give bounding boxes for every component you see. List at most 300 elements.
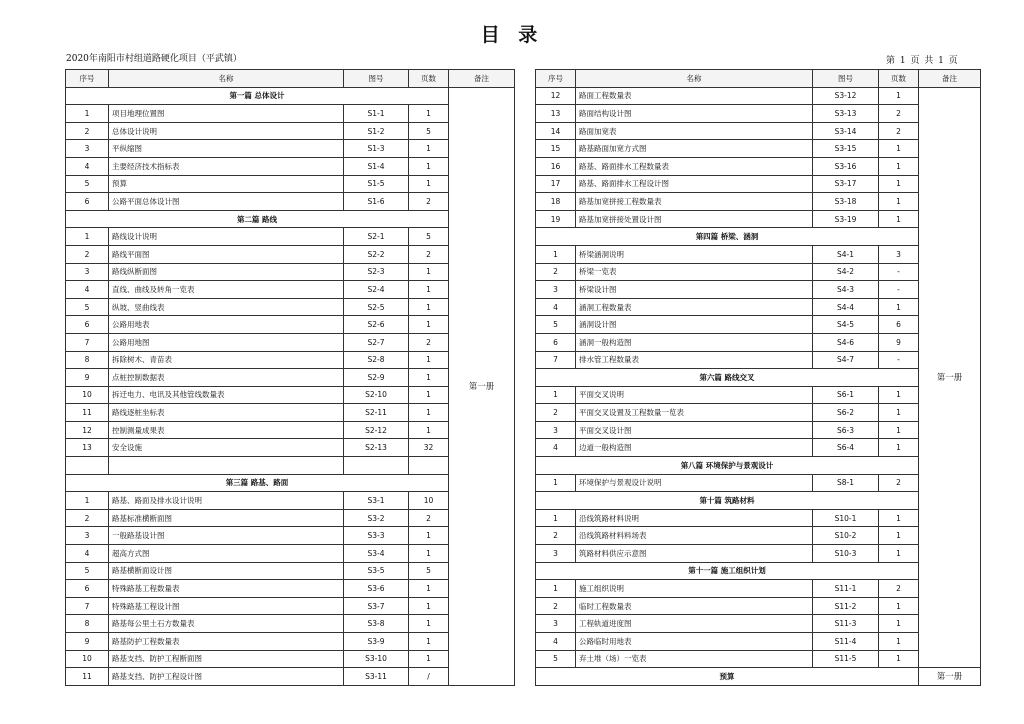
- table-row: [536, 615, 981, 633]
- code-cell: S4-6: [813, 333, 879, 351]
- name-cell: 弃土堆（场）一览表: [576, 650, 813, 668]
- table-row: [66, 509, 515, 527]
- name-cell: 平面交叉设置及工程数量一览表: [576, 404, 813, 422]
- table-row: [536, 597, 981, 615]
- seq-cell: 3: [536, 281, 576, 299]
- name-cell: 预算: [109, 175, 344, 193]
- table-row: [536, 105, 981, 123]
- header-remark: 备注: [919, 70, 981, 88]
- page-title: 目 录: [480, 24, 544, 46]
- section-row: [66, 87, 515, 105]
- name-cell: 特殊路基工程设计图: [109, 597, 344, 615]
- table-header-row: [536, 70, 981, 88]
- seq-cell: 10: [66, 386, 109, 404]
- code-cell: S3-8: [344, 615, 409, 633]
- code-cell: S6-3: [813, 421, 879, 439]
- table-row: [66, 351, 515, 369]
- seq-cell: 3: [536, 615, 576, 633]
- section-title: 第二篇 路线: [66, 210, 449, 228]
- pages-cell: 1: [409, 316, 449, 334]
- seq-cell: 3: [66, 527, 109, 545]
- section-row: [536, 492, 981, 510]
- header-seq: 序号: [66, 70, 109, 88]
- seq-cell: 3: [536, 545, 576, 563]
- code-cell: S3-2: [344, 509, 409, 527]
- seq-cell: 11: [66, 668, 109, 686]
- table-row: [66, 597, 515, 615]
- header-code: 图号: [344, 70, 409, 88]
- seq-cell: 2: [66, 509, 109, 527]
- name-cell: 路基加宽拼接工程数量表: [576, 193, 813, 211]
- table-row: [536, 122, 981, 140]
- code-cell: S3-11: [344, 668, 409, 686]
- pages-cell: 1: [879, 509, 919, 527]
- code-cell: S3-1: [344, 492, 409, 510]
- code-cell: S3-7: [344, 597, 409, 615]
- pages-cell: 1: [409, 105, 449, 123]
- seq-cell: 6: [66, 193, 109, 211]
- name-cell: 路基支挡、防护工程设计图: [109, 668, 344, 686]
- code-cell: S11-1: [813, 580, 879, 598]
- seq-cell: 14: [536, 122, 576, 140]
- code-cell: S6-4: [813, 439, 879, 457]
- name-cell: 环境保护与景观设计说明: [576, 474, 813, 492]
- name-cell: 公路用地表: [109, 316, 344, 334]
- seq-cell: 5: [66, 175, 109, 193]
- pages-cell: 1: [879, 545, 919, 563]
- table-row: [536, 580, 981, 598]
- name-cell: 涵洞设计图: [576, 316, 813, 334]
- pages-cell: 2: [879, 474, 919, 492]
- name-cell: 点桩控制数据表: [109, 369, 344, 387]
- table-row: [536, 210, 981, 228]
- seq-cell: 5: [536, 650, 576, 668]
- pages-cell: 1: [879, 439, 919, 457]
- table-row: [536, 316, 981, 334]
- name-cell: 路面结构设计图: [576, 105, 813, 123]
- pages-cell: 1: [409, 650, 449, 668]
- code-cell: S2-6: [344, 316, 409, 334]
- seq-cell: 8: [66, 351, 109, 369]
- code-cell: S3-9: [344, 633, 409, 651]
- header-name: 名称: [576, 70, 813, 88]
- name-cell: 路基横断面设计图: [109, 562, 344, 580]
- pages-cell: -: [879, 351, 919, 369]
- section-row: [536, 562, 981, 580]
- name-cell: 公路用地图: [109, 333, 344, 351]
- code-cell: S1-5: [344, 175, 409, 193]
- table-row: [536, 263, 981, 281]
- table-row: [66, 457, 515, 475]
- section-title: 预算: [536, 668, 919, 686]
- code-cell: S3-10: [344, 650, 409, 668]
- name-cell: 拆除树木、青苗表: [109, 351, 344, 369]
- seq-cell: 2: [536, 263, 576, 281]
- seq-cell: 5: [66, 562, 109, 580]
- name-cell: 平纵缩图: [109, 140, 344, 158]
- section-row: [536, 228, 981, 246]
- toc-table-right: [535, 69, 981, 686]
- seq-cell: 19: [536, 210, 576, 228]
- name-cell: 筑路材料供应示意图: [576, 545, 813, 563]
- table-row: [66, 580, 515, 598]
- code-cell: S3-6: [344, 580, 409, 598]
- seq-cell: 3: [66, 263, 109, 281]
- table-row: [66, 263, 515, 281]
- pages-cell: 1: [409, 369, 449, 387]
- name-cell: 项目地理位置图: [109, 105, 344, 123]
- name-cell: 桥梁一览表: [576, 263, 813, 281]
- code-cell: S1-3: [344, 140, 409, 158]
- pages-cell: 9: [879, 333, 919, 351]
- pages-cell: 1: [879, 298, 919, 316]
- table-row: [66, 298, 515, 316]
- header-name: 名称: [109, 70, 344, 88]
- seq-cell: 6: [536, 333, 576, 351]
- table-row: [536, 421, 981, 439]
- table-row: [66, 668, 515, 686]
- pages-cell: 1: [409, 140, 449, 158]
- table-row: [536, 527, 981, 545]
- name-cell: 施工组织说明: [576, 580, 813, 598]
- table-row: [536, 633, 981, 651]
- code-cell: S1-4: [344, 157, 409, 175]
- code-cell: S6-2: [813, 404, 879, 422]
- code-cell: S4-2: [813, 263, 879, 281]
- table-row: [66, 281, 515, 299]
- table-row: [66, 650, 515, 668]
- pages-cell: 1: [879, 140, 919, 158]
- table-row: [66, 245, 515, 263]
- pages-cell: 1: [409, 615, 449, 633]
- code-cell: S2-10: [344, 386, 409, 404]
- table-row: [536, 298, 981, 316]
- pages-cell: 1: [409, 298, 449, 316]
- seq-cell: 7: [66, 597, 109, 615]
- name-cell: 涵洞一般构造图: [576, 333, 813, 351]
- code-cell: S4-5: [813, 316, 879, 334]
- code-cell: S10-2: [813, 527, 879, 545]
- table-row: [536, 650, 981, 668]
- pages-cell: 1: [409, 175, 449, 193]
- seq-cell: 4: [536, 439, 576, 457]
- pages-cell: 2: [879, 105, 919, 123]
- name-cell: 路基、路面及排水设计说明: [109, 492, 344, 510]
- table-row: [536, 193, 981, 211]
- table-row: [66, 175, 515, 193]
- seq-cell: 1: [536, 509, 576, 527]
- name-cell: 控制测量成果表: [109, 421, 344, 439]
- section-row: [536, 668, 981, 686]
- seq-cell: 2: [536, 597, 576, 615]
- section-row: [536, 457, 981, 475]
- pages-cell: 1: [409, 351, 449, 369]
- code-cell: S10-1: [813, 509, 879, 527]
- pages-cell: 2: [409, 245, 449, 263]
- table-row: [536, 439, 981, 457]
- table-row: [536, 351, 981, 369]
- name-cell: 路基路面加宽方式图: [576, 140, 813, 158]
- code-cell: S11-2: [813, 597, 879, 615]
- name-cell: 沿线筑路材料说明: [576, 509, 813, 527]
- pages-cell: 10: [409, 492, 449, 510]
- table-row: [536, 87, 981, 105]
- remark-cell: 第一册: [919, 87, 981, 668]
- name-cell: 路线纵断面图: [109, 263, 344, 281]
- seq-cell: 18: [536, 193, 576, 211]
- seq-cell: 1: [66, 492, 109, 510]
- pages-cell: -: [879, 263, 919, 281]
- pages-cell: /: [409, 668, 449, 686]
- pages-cell: 1: [879, 421, 919, 439]
- code-cell: S2-4: [344, 281, 409, 299]
- seq-cell: 9: [66, 633, 109, 651]
- seq-cell: 15: [536, 140, 576, 158]
- seq-cell: 1: [536, 580, 576, 598]
- seq-cell: 9: [66, 369, 109, 387]
- code-cell: S1-6: [344, 193, 409, 211]
- pages-cell: 1: [879, 175, 919, 193]
- name-cell: 路基加宽拼接处置设计图: [576, 210, 813, 228]
- table-row: [66, 404, 515, 422]
- section-title: 第一篇 总体设计: [66, 87, 449, 105]
- seq-cell: 1: [66, 228, 109, 246]
- table-row: [66, 386, 515, 404]
- name-cell: 桥梁设计图: [576, 281, 813, 299]
- pages-cell: 1: [409, 580, 449, 598]
- seq-cell: 7: [536, 351, 576, 369]
- pages-cell: 2: [879, 580, 919, 598]
- table-row: [66, 492, 515, 510]
- table-header-row: [66, 70, 515, 88]
- pages-cell: 2: [409, 509, 449, 527]
- seq-cell: 6: [66, 316, 109, 334]
- table-row: [66, 527, 515, 545]
- seq-cell: 1: [536, 386, 576, 404]
- code-cell: S4-7: [813, 351, 879, 369]
- code-cell: S2-5: [344, 298, 409, 316]
- name-cell: 路面工程数量表: [576, 87, 813, 105]
- section-title: 第八篇 环境保护与景观设计: [536, 457, 919, 475]
- pages-cell: 1: [879, 157, 919, 175]
- name-cell: 临时工程数量表: [576, 597, 813, 615]
- header-seq: 序号: [536, 70, 576, 88]
- table-row: [536, 175, 981, 193]
- seq-cell: 4: [66, 281, 109, 299]
- seq-cell: 16: [536, 157, 576, 175]
- remark-cell: 第一册: [919, 668, 981, 686]
- code-cell: S6-1: [813, 386, 879, 404]
- pages-cell: 1: [409, 527, 449, 545]
- section-title: 第十一篇 施工组织计划: [536, 562, 919, 580]
- pages-cell: 32: [409, 439, 449, 457]
- code-cell: S2-8: [344, 351, 409, 369]
- page-info: 第 1 页 共 1 页: [886, 56, 958, 66]
- name-cell: 一般路基设计图: [109, 527, 344, 545]
- pages-cell: 1: [879, 527, 919, 545]
- pages-cell: 1: [879, 386, 919, 404]
- name-cell: 路面加宽表: [576, 122, 813, 140]
- table-row: [66, 316, 515, 334]
- pages-cell: 1: [879, 597, 919, 615]
- section-title: 第三篇 路基、路面: [66, 474, 449, 492]
- seq-cell: 7: [66, 333, 109, 351]
- name-cell: 总体设计说明: [109, 122, 344, 140]
- header-remark: 备注: [449, 70, 515, 88]
- seq-cell: 1: [66, 105, 109, 123]
- pages-cell: 1: [409, 386, 449, 404]
- seq-cell: 3: [536, 421, 576, 439]
- code-cell: S4-3: [813, 281, 879, 299]
- pages-cell: 1: [879, 633, 919, 651]
- code-cell: S2-3: [344, 263, 409, 281]
- section-title: 第六篇 路线交叉: [536, 369, 919, 387]
- name-cell: 路基防护工程数量表: [109, 633, 344, 651]
- table-row: [66, 421, 515, 439]
- code-cell: S2-9: [344, 369, 409, 387]
- code-cell: S2-12: [344, 421, 409, 439]
- table-row: [66, 193, 515, 211]
- table-row: [66, 369, 515, 387]
- code-cell: S3-17: [813, 175, 879, 193]
- code-cell: S3-19: [813, 210, 879, 228]
- table-row: [66, 439, 515, 457]
- table-row: [536, 404, 981, 422]
- project-name: 2020年南阳市村组道路硬化项目（平武镇）: [66, 54, 242, 64]
- section-row: [66, 474, 515, 492]
- name-cell: 公路临时用地表: [576, 633, 813, 651]
- pages-cell: 1: [879, 615, 919, 633]
- pages-cell: 2: [879, 122, 919, 140]
- seq-cell: 2: [536, 404, 576, 422]
- header-code: 图号: [813, 70, 879, 88]
- seq-cell: 1: [536, 474, 576, 492]
- code-cell: S2-7: [344, 333, 409, 351]
- code-cell: S3-14: [813, 122, 879, 140]
- table-row: [66, 633, 515, 651]
- name-cell: 工程轨道进度图: [576, 615, 813, 633]
- header-pages: 页数: [409, 70, 449, 88]
- pages-cell: 3: [879, 245, 919, 263]
- name-cell: 路基标准横断面图: [109, 509, 344, 527]
- name-cell: 平面交叉说明: [576, 386, 813, 404]
- table-row: [66, 228, 515, 246]
- name-cell: 沿线筑路材料料场表: [576, 527, 813, 545]
- seq-cell: 5: [536, 316, 576, 334]
- name-cell: 边道一般构造图: [576, 439, 813, 457]
- pages-cell: 1: [409, 597, 449, 615]
- seq-cell: 2: [536, 527, 576, 545]
- code-cell: S1-1: [344, 105, 409, 123]
- code-cell: S1-2: [344, 122, 409, 140]
- code-cell: S3-4: [344, 545, 409, 563]
- code-cell: S2-11: [344, 404, 409, 422]
- pages-cell: 5: [409, 228, 449, 246]
- seq-cell: 2: [66, 122, 109, 140]
- table-row: [66, 122, 515, 140]
- code-cell: S10-3: [813, 545, 879, 563]
- pages-cell: 1: [409, 633, 449, 651]
- seq-cell: 4: [536, 633, 576, 651]
- code-cell: S3-12: [813, 87, 879, 105]
- seq-cell: 10: [66, 650, 109, 668]
- code-cell: S8-1: [813, 474, 879, 492]
- seq-cell: 4: [66, 545, 109, 563]
- pages-cell: 1: [409, 281, 449, 299]
- pages-cell: 1: [879, 650, 919, 668]
- table-row: [66, 333, 515, 351]
- pages-cell: 6: [879, 316, 919, 334]
- code-cell: S2-1: [344, 228, 409, 246]
- name-cell: 路基每公里土石方数量表: [109, 615, 344, 633]
- name-cell: 安全设施: [109, 439, 344, 457]
- code-cell: S3-5: [344, 562, 409, 580]
- code-cell: S2-2: [344, 245, 409, 263]
- code-cell: S11-3: [813, 615, 879, 633]
- name-cell: 路线平面图: [109, 245, 344, 263]
- table-row: [536, 157, 981, 175]
- remark-cell: 第一册: [449, 87, 515, 685]
- pages-cell: 1: [409, 263, 449, 281]
- empty-cell: [344, 457, 409, 475]
- seq-cell: 1: [536, 245, 576, 263]
- table-row: [536, 140, 981, 158]
- table-row: [536, 386, 981, 404]
- name-cell: 排水管工程数量表: [576, 351, 813, 369]
- table-row: [66, 545, 515, 563]
- pages-cell: -: [879, 281, 919, 299]
- table-row: [536, 281, 981, 299]
- table-row: [66, 615, 515, 633]
- pages-cell: 2: [409, 193, 449, 211]
- table-row: [536, 245, 981, 263]
- code-cell: S2-13: [344, 439, 409, 457]
- section-title: 第十篇 筑路材料: [536, 492, 919, 510]
- name-cell: 平面交叉设计图: [576, 421, 813, 439]
- code-cell: S3-15: [813, 140, 879, 158]
- empty-cell: [409, 457, 449, 475]
- header-pages: 页数: [879, 70, 919, 88]
- table-row: [536, 545, 981, 563]
- code-cell: S3-13: [813, 105, 879, 123]
- section-row: [66, 210, 515, 228]
- section-title: 第四篇 桥梁、涵洞: [536, 228, 919, 246]
- pages-cell: 1: [879, 87, 919, 105]
- pages-cell: 1: [409, 404, 449, 422]
- seq-cell: 4: [66, 157, 109, 175]
- table-row: [66, 157, 515, 175]
- name-cell: 直线、曲线及转角一览表: [109, 281, 344, 299]
- seq-cell: 3: [66, 140, 109, 158]
- code-cell: S11-5: [813, 650, 879, 668]
- code-cell: S4-1: [813, 245, 879, 263]
- seq-cell: 13: [66, 439, 109, 457]
- pages-cell: 2: [409, 333, 449, 351]
- pages-cell: 1: [879, 404, 919, 422]
- name-cell: 主要经济技术指标表: [109, 157, 344, 175]
- code-cell: S3-16: [813, 157, 879, 175]
- section-row: [536, 369, 981, 387]
- code-cell: S3-3: [344, 527, 409, 545]
- table-row: [536, 509, 981, 527]
- name-cell: 拆迁电力、电讯及其他管线数量表: [109, 386, 344, 404]
- seq-cell: 13: [536, 105, 576, 123]
- pages-cell: 1: [879, 193, 919, 211]
- seq-cell: 12: [536, 87, 576, 105]
- table-row: [66, 105, 515, 123]
- seq-cell: 4: [536, 298, 576, 316]
- name-cell: 超高方式图: [109, 545, 344, 563]
